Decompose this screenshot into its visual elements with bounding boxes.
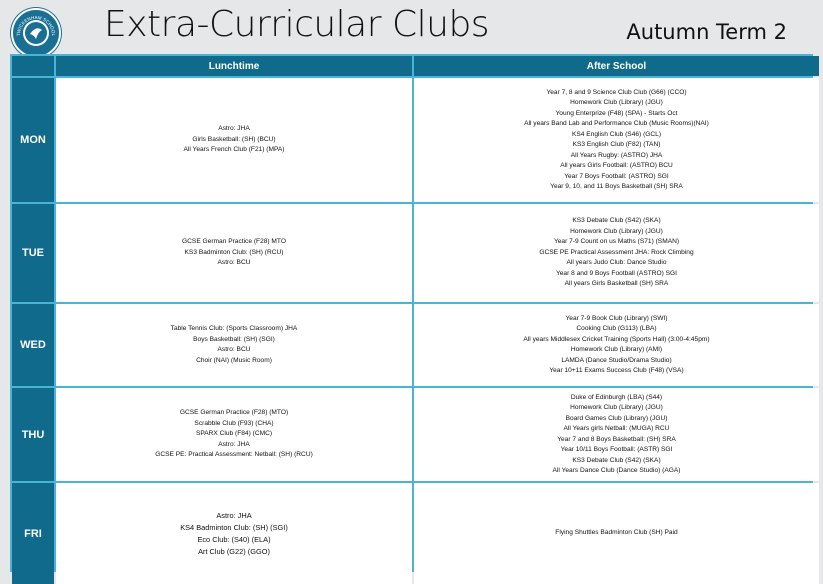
club-entry: Duke of Edinburgh (LBA) (S44) xyxy=(570,393,663,401)
logo-text: TWICKENHAM SCHOOL xyxy=(15,14,57,37)
club-entry: All Years French Club (F21) (MPA) xyxy=(183,146,285,154)
club-entry: All years Girls Basketball (SH) SRA xyxy=(564,280,669,288)
day-label-fri: FRI xyxy=(12,483,54,584)
club-entry: Young Enterprize (F48) (SPA) - Starts Oct xyxy=(555,109,678,117)
club-entry: Year 9, 10, and 11 Boys Basketball (SH) SRA xyxy=(550,183,683,190)
day-label-mon: MON xyxy=(12,78,54,202)
club-entry: KS4 English Club (S46) (GCL) xyxy=(571,130,662,138)
club-entry: Choir (NAI) (Music Room) xyxy=(196,356,272,364)
fri-lunchtime-cell xyxy=(56,483,412,584)
day-label-thu: THU xyxy=(12,388,54,481)
club-entry: All years Judo Club: Dance Studio xyxy=(566,259,667,267)
club-entry: Year 7 Boys Football: (ASTRO) SGI xyxy=(564,172,669,180)
club-entry: All Years Dance Club (Dance Studio) (AGA) xyxy=(552,467,681,474)
club-entry: Homework Club (Library) (JGU) xyxy=(570,227,663,235)
club-entry: All years Girls Football: (ASTRO) BCU xyxy=(560,162,673,169)
tue-after-school-cell xyxy=(414,204,819,302)
club-entry: Astro: BCU xyxy=(217,259,251,267)
club-entry: All years Band Lab and Performance Club (Music Rooms)(NAI) xyxy=(524,120,709,127)
mon-after-school-cell xyxy=(414,78,819,202)
club-entry: LAMDA (Dance Studio/Drama Studio) xyxy=(561,356,672,364)
club-entry: Year 7, 8 and 9 Science Club Club (G66) (CCO) xyxy=(546,88,687,96)
club-entry: Eco Club: (S40) (ELA) xyxy=(197,534,271,544)
term-label: Autumn Term 2 xyxy=(626,20,787,44)
club-entry: KS3 Debate Club (S42) (SKA) xyxy=(572,217,661,225)
wed-after-school-cell xyxy=(414,304,819,386)
lunchtime-header: Lunchtime xyxy=(56,56,412,76)
club-entry: KS3 Debate Club (S42) (SKA) xyxy=(572,456,661,464)
club-entry: Homework Club (Library) (JGU) xyxy=(570,404,663,411)
club-entry: Year 7-9 Count on us Maths (S71) (SMAN) xyxy=(553,238,680,246)
club-entry: Board Games Club (Library) (JGU) xyxy=(565,414,668,422)
school-logo xyxy=(11,8,61,58)
club-entry: GCSE German Practice (F28) (MTO) xyxy=(179,409,289,417)
club-entry: Astro: JHA xyxy=(216,510,252,520)
club-entry: Girls Basketball: (SH) (BCU) xyxy=(192,135,276,143)
club-entry: Year 10/11 Boys Football: (ASTR) SGI xyxy=(560,446,673,453)
club-entry: Year 10+11 Exams Success Club (F48) (VSA) xyxy=(549,367,684,374)
thu-lunchtime-cell xyxy=(56,388,412,481)
thu-after-school-cell xyxy=(414,388,819,481)
club-entry: Astro: JHA xyxy=(218,125,250,133)
club-entry: All Years girls Netball: (MUGA) RCU xyxy=(563,425,670,432)
club-entry: KS4 Badminton Club: (SH) (SGI) xyxy=(180,522,288,532)
club-entry: SPARX Club (F84) (CMC) xyxy=(195,430,273,438)
club-entry: Homework Club (Library) (AMI) xyxy=(570,346,663,353)
club-entry: GCSE PE: Practical Assessment: Netball: (SH) (RCU) xyxy=(155,451,313,459)
fri-after-school-cell xyxy=(414,483,819,584)
club-entry: Year 7-9 Book Club (Library) (SWI) xyxy=(565,314,668,322)
club-entry: Table Tennis Club: (Sports Classroom) JHA xyxy=(170,325,298,332)
page-title: Extra-Curricular Clubs xyxy=(104,4,490,45)
wed-lunchtime-cell xyxy=(56,304,412,386)
tue-lunchtime-cell xyxy=(56,204,412,302)
mon-lunchtime-cell xyxy=(56,78,412,202)
club-entry: Boys Basketball: (SH) (SGI) xyxy=(193,335,275,343)
club-entry: Astro: JHA xyxy=(218,440,250,448)
header-corner xyxy=(12,56,54,76)
club-entry: Cooking Club (G113) (LBA) xyxy=(576,325,657,332)
club-entry: Homework Club (Library) (JGU) xyxy=(570,99,663,106)
club-entry: Flying Shuttles Badminton Club (SH) Paid xyxy=(555,529,678,537)
club-entry: GCSE German Practice (F28) MTO xyxy=(182,238,286,246)
day-label-wed: WED xyxy=(12,304,54,386)
club-entry: All Years Rugby: (ASTRO) JHA xyxy=(570,151,663,159)
day-label-tue: TUE xyxy=(12,204,54,302)
club-entry: KS3 Badminton Club: (SH) (RCU) xyxy=(184,248,284,256)
club-entry: All years Middlesex Cricket Training (Sports Hall) (3:00-4:45pm) xyxy=(523,335,710,343)
club-entry: KS3 English Club (F82) (TAN) xyxy=(572,141,661,148)
clubs-timetable xyxy=(10,54,813,572)
club-entry: Art Club (G22) (GGO) xyxy=(198,546,270,556)
club-entry: Astro: BCU xyxy=(217,346,251,353)
club-entry: Scrabble Club (F93) (CHA) xyxy=(194,419,274,427)
club-entry: Year 8 and 9 Boys Football (ASTRO) SGI xyxy=(555,269,678,277)
after-school-header: After School xyxy=(414,56,819,76)
club-entry: Year 7 and 8 Boys Basketball: (SH) SRA xyxy=(557,435,676,443)
club-entry: GCSE PE Practical Assessment JHA: Rock Climbing xyxy=(539,248,694,256)
